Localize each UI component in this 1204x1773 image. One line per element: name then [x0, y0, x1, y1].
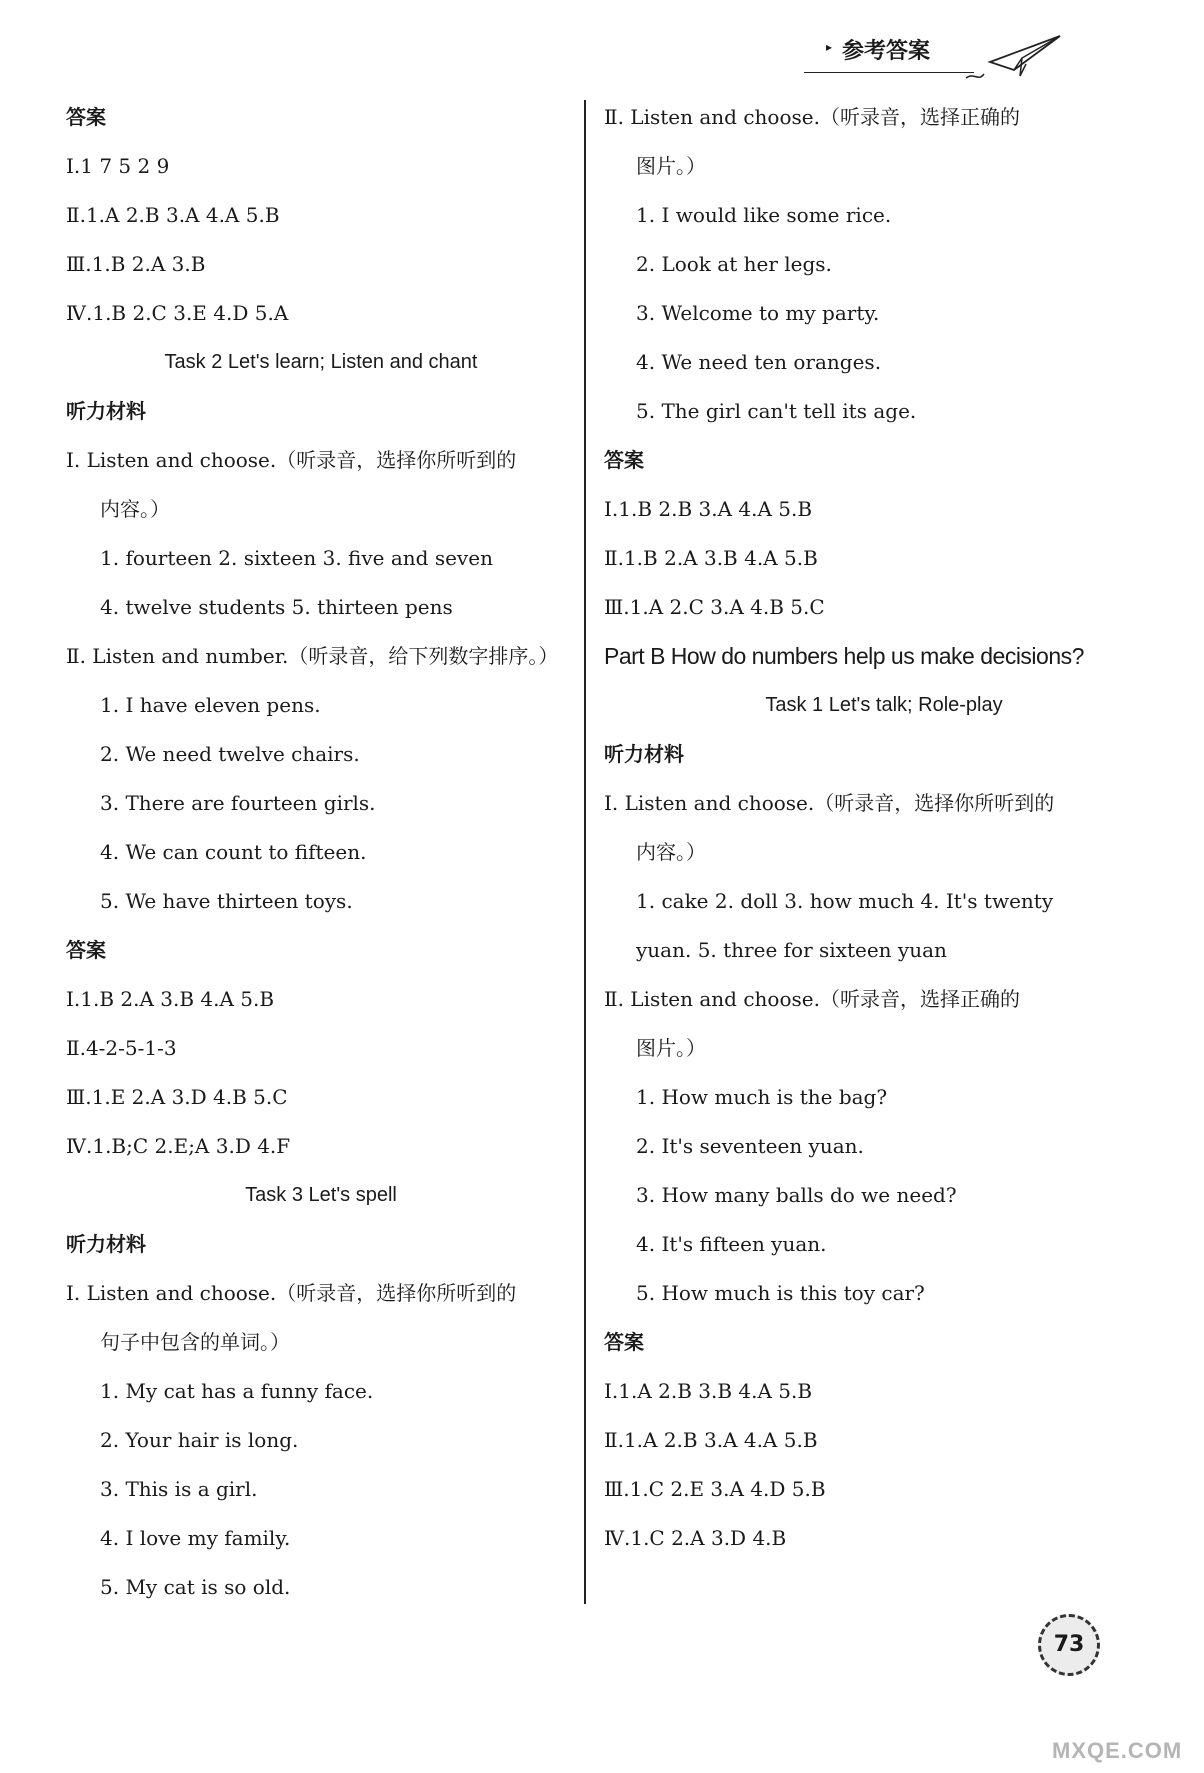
section-heading: 答案: [66, 938, 106, 962]
text-line: 1. I have eleven pens.: [100, 693, 321, 717]
section-heading: 听力材料: [66, 1232, 146, 1256]
text-line: Ⅰ. Listen and choose.（听录音，选择你所听到的: [66, 1281, 517, 1305]
text-line: 3. There are fourteen girls.: [100, 791, 376, 815]
section-heading: 听力材料: [66, 399, 146, 423]
section-heading: 听力材料: [604, 742, 684, 766]
left-column: [66, 93, 576, 1612]
text-line: 4. I love my family.: [100, 1526, 291, 1550]
text-line: 3. This is a girl.: [100, 1477, 258, 1501]
text-line: 3. How many balls do we need?: [636, 1183, 957, 1207]
header-title: 参考答案: [842, 39, 931, 64]
text-line: 2. Your hair is long.: [100, 1428, 299, 1452]
text-line: yuan. 5. three for sixteen yuan: [636, 938, 947, 962]
section-heading: 答案: [66, 105, 106, 129]
paper-plane-icon: [964, 28, 1064, 84]
task-title: Task 1 Let's talk; Role-play: [765, 694, 1003, 716]
text-line: Ⅱ. Listen and choose.（听录音，选择正确的: [604, 987, 1020, 1011]
text-line: 1. My cat has a funny face.: [100, 1379, 374, 1403]
text-line: Ⅱ.1.A 2.B 3.A 4.A 5.B: [66, 203, 280, 227]
text-line: 2. We need twelve chairs.: [100, 742, 360, 766]
text-line: 4. We can count to fifteen.: [100, 840, 367, 864]
text-line: 1. How much is the bag?: [636, 1085, 888, 1109]
text-line: Ⅱ.4-2-5-1-3: [66, 1036, 177, 1060]
text-line: Ⅱ. Listen and choose.（听录音，选择正确的: [604, 105, 1020, 129]
text-line: Ⅱ.1.B 2.A 3.B 4.A 5.B: [604, 546, 818, 570]
text-line: 2. Look at her legs.: [636, 252, 832, 276]
text-line: Ⅳ.1.B;C 2.E;A 3.D 4.F: [66, 1134, 291, 1158]
text-line: 5. My cat is so old.: [100, 1575, 291, 1599]
text-line: Ⅰ.1.B 2.A 3.B 4.A 5.B: [66, 987, 275, 1011]
watermark: MXQE.COM: [1052, 1738, 1183, 1763]
text-line: Ⅰ. Listen and choose.（听录音，选择你所听到的: [66, 448, 517, 472]
text-line: Ⅲ.1.B 2.A 3.B: [66, 252, 206, 276]
text-line: 4. It's fifteen yuan.: [636, 1232, 827, 1256]
text-line: 5. We have thirteen toys.: [100, 889, 353, 913]
text-line: 图片。）: [636, 1036, 706, 1060]
text-line: Ⅰ.1 7 5 2 9: [66, 154, 170, 178]
text-line: 1. cake 2. doll 3. how much 4. It's twenty: [636, 889, 1054, 913]
text-line: 1. I would like some rice.: [636, 203, 892, 227]
arrow-icon: ▸: [826, 40, 833, 54]
text-line: 1. fourteen 2. sixteen 3. five and seven: [100, 546, 493, 570]
text-line: 句子中包含的单词。）: [100, 1330, 290, 1354]
text-line: 2. It's seventeen yuan.: [636, 1134, 864, 1158]
text-line: Ⅲ.1.C 2.E 3.A 4.D 5.B: [604, 1477, 826, 1501]
text-line: Ⅰ.1.B 2.B 3.A 4.A 5.B: [604, 497, 813, 521]
text-line: 5. How much is this toy car?: [636, 1281, 925, 1305]
right-column: [604, 93, 1164, 1563]
part-title: Part B How do numbers help us make decisions?: [604, 643, 1084, 669]
section-heading: 答案: [604, 1330, 644, 1354]
text-line: Ⅲ.1.A 2.C 3.A 4.B 5.C: [604, 595, 825, 619]
header-underline: [804, 72, 974, 73]
column-divider: [584, 100, 586, 1604]
text-line: 图片。）: [636, 154, 706, 178]
text-line: 4. We need ten oranges.: [636, 350, 882, 374]
text-line: Ⅱ. Listen and number.（听录音，给下列数字排序。）: [66, 644, 559, 668]
page-number: 73: [1038, 1614, 1100, 1676]
text-line: 3. Welcome to my party.: [636, 301, 880, 325]
text-line: Ⅱ.1.A 2.B 3.A 4.A 5.B: [604, 1428, 818, 1452]
text-line: 内容。）: [636, 840, 706, 864]
page-header: [804, 28, 1084, 88]
text-line: Ⅰ. Listen and choose.（听录音，选择你所听到的: [604, 791, 1055, 815]
text-line: 4. twelve students 5. thirteen pens: [100, 595, 453, 619]
section-heading: 答案: [604, 448, 644, 472]
task-title: Task 3 Let's spell: [245, 1184, 397, 1206]
text-line: Ⅳ.1.B 2.C 3.E 4.D 5.A: [66, 301, 289, 325]
text-line: Ⅰ.1.A 2.B 3.B 4.A 5.B: [604, 1379, 813, 1403]
text-line: 内容。）: [100, 497, 170, 521]
text-line: 5. The girl can't tell its age.: [636, 399, 917, 423]
text-line: Ⅳ.1.C 2.A 3.D 4.B: [604, 1526, 787, 1550]
text-line: Ⅲ.1.E 2.A 3.D 4.B 5.C: [66, 1085, 288, 1109]
task-title: Task 2 Let's learn; Listen and chant: [164, 351, 478, 373]
